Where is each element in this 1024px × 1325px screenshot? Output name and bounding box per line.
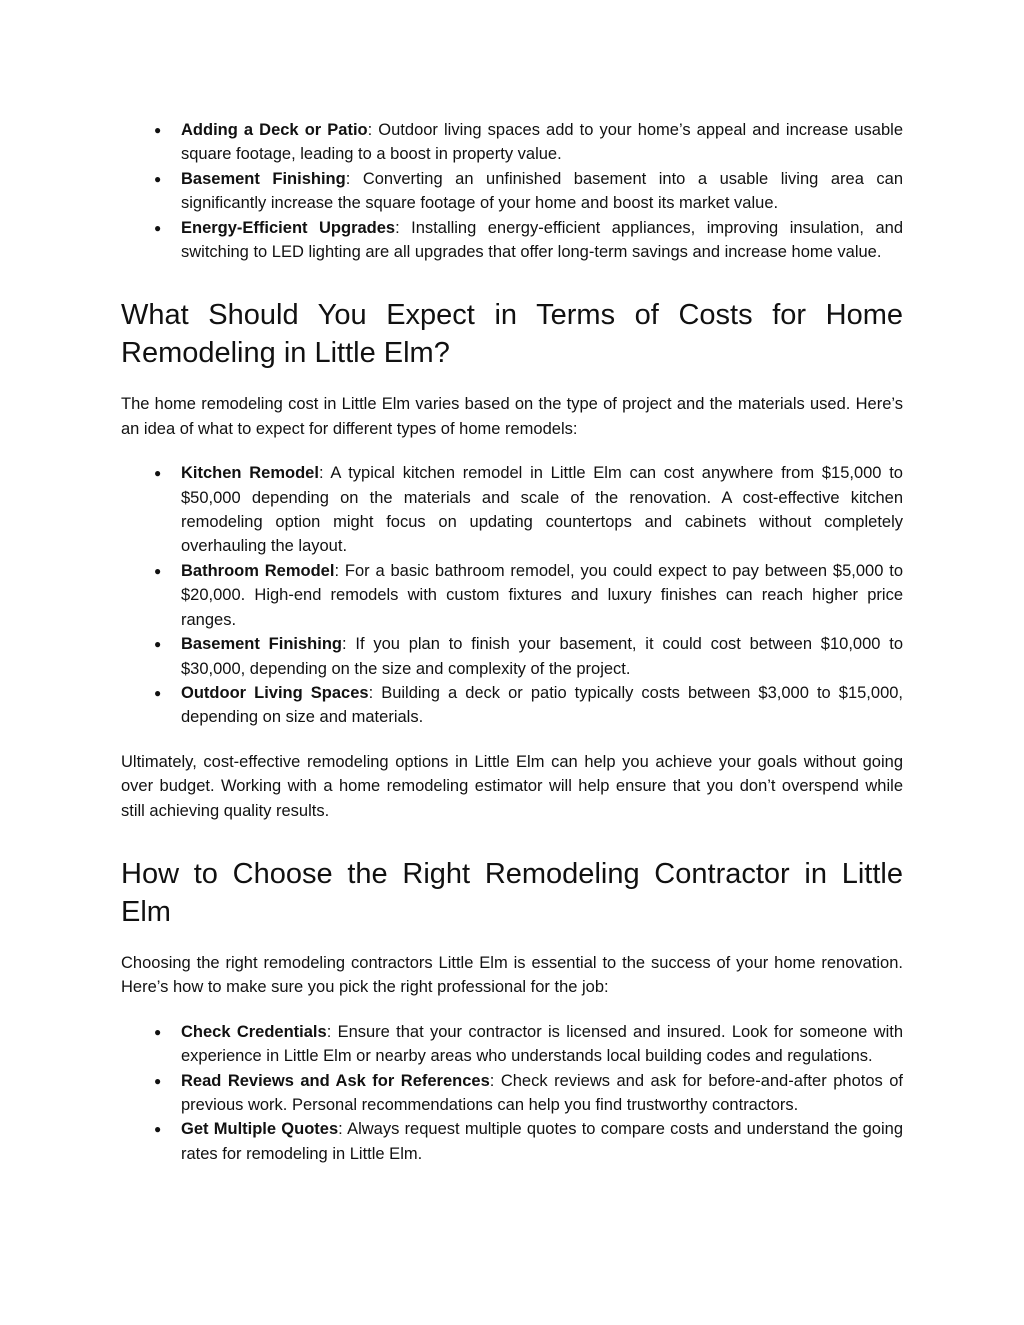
- bullet-icon: ●: [154, 563, 162, 578]
- section-heading-contractor: How to Choose the Right Remodeling Contractor in Little Elm: [121, 857, 903, 928]
- list-item: [121, 118, 903, 167]
- costs-outro-paragraph: Ultimately, cost-effective remodeling options in Little Elm can help you achieve your goals without going over budget. Working with a home remodeling estimator will help ensure that you don’t overspend while still achieving quality results.: [121, 752, 903, 820]
- item-text: : Installing energy-efficient appliances, improving insulation, and switching to LED lighting are all upgrades that offer long-term savings and increase home value.: [181, 218, 903, 262]
- list-item: [121, 461, 903, 559]
- item-text: : Converting an unfinished basement into a usable living area can significantly increase the square footage of your home and boost its market value.: [181, 169, 903, 213]
- list-item: [121, 1069, 903, 1118]
- item-title: Read Reviews and Ask for References: [181, 1071, 490, 1090]
- bullet-icon: ●: [154, 1122, 162, 1137]
- bullet-icon: ●: [154, 220, 162, 235]
- list-item: [121, 1020, 903, 1069]
- contractor-tips-list: [121, 1020, 903, 1166]
- costs-intro-paragraph: The home remodeling cost in Little Elm varies based on the type of project and the materials used. Here’s an idea of what to expect for different types of home remodels:: [121, 395, 903, 438]
- item-text: : Ensure that your contractor is licensed and insured. Look for someone with experience in Little Elm or nearby areas who understands local building codes and regulations.: [181, 1022, 903, 1066]
- item-text: : Outdoor living spaces add to your home’s appeal and increase usable square footage, leading to a boost in property value.: [181, 121, 903, 164]
- item-text: : Always request multiple quotes to compare costs and understand the going rates for remodeling in Little Elm.: [181, 1120, 903, 1163]
- bullet-icon: ●: [154, 466, 162, 481]
- item-title: Basement Finishing: [181, 635, 342, 654]
- list-item: [121, 559, 903, 632]
- item-text: : Building a deck or patio typically costs between $3,000 to $15,000, depending on size and materials.: [181, 683, 904, 727]
- list-item: [121, 632, 903, 681]
- item-title: Check Credentials: [181, 1022, 327, 1041]
- list-item: [121, 167, 903, 216]
- item-title: Get Multiple Quotes: [181, 1120, 339, 1139]
- list-item: [121, 1117, 903, 1166]
- item-text: : A typical kitchen remodel in Little Elm can cost anywhere from $15,000 to $50,000 depending on the materials and scale of the renovation. A cost-effective kitchen remodeling option might focus on updating countertops and cabinets without completely overhauling the layout.: [181, 464, 903, 556]
- item-text: : If you plan to finish your basement, it could cost between $10,000 to $30,000, depending on the size and complexity of the project.: [181, 635, 903, 678]
- document-page: [121, 118, 903, 1166]
- costs-list: [121, 461, 903, 729]
- item-title: Energy-Efficient Upgrades: [181, 218, 396, 237]
- item-text: : Check reviews and ask for before-and-after photos of previous work. Personal recommendations can help you find trustworthy contractors.: [181, 1071, 903, 1114]
- item-title: Kitchen Remodel: [181, 464, 319, 483]
- bullet-icon: ●: [154, 637, 162, 652]
- bullet-icon: ●: [154, 171, 162, 186]
- section-heading-costs: What Should You Expect in Terms of Costs for Home Remodeling in Little Elm?: [121, 299, 903, 370]
- item-title: Bathroom Remodel: [181, 561, 335, 580]
- value-upgrades-list: [121, 118, 903, 264]
- contractor-intro-paragraph: Choosing the right remodeling contractors Little Elm is essential to the success of your home renovation. Here’s how to make sure you pick the right professional for the job:: [121, 953, 903, 997]
- item-title: Basement Finishing: [181, 169, 346, 188]
- item-text: : For a basic bathroom remodel, you could expect to pay between $5,000 to $20,000. High-end remodels with custom fixtures and luxury finishes can reach higher price ranges.: [181, 561, 903, 629]
- item-title: Adding a Deck or Patio: [181, 121, 368, 139]
- bullet-icon: ●: [154, 1073, 162, 1088]
- item-title: Outdoor Living Spaces: [181, 683, 369, 702]
- bullet-icon: ●: [154, 685, 162, 700]
- bullet-icon: ●: [154, 123, 162, 137]
- list-item: [121, 681, 903, 730]
- list-item: [121, 216, 903, 265]
- bullet-icon: ●: [154, 1024, 162, 1039]
